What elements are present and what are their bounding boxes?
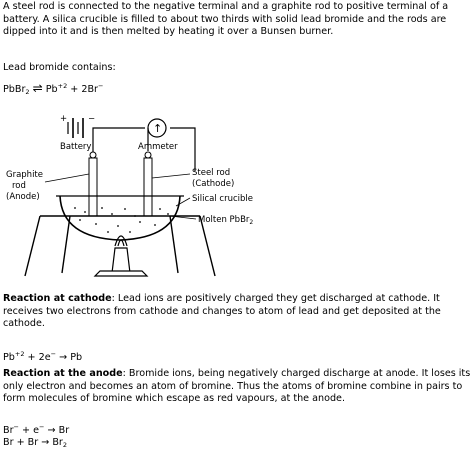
cathode-eq-e-sup: − [50, 350, 57, 358]
anode-section [3, 368, 471, 406]
eq-rhs-sup: − [98, 82, 104, 90]
anode-eq1-electron: + e [18, 425, 40, 436]
anode-terminal [90, 152, 96, 158]
eq-rhs: + 2Br [70, 84, 98, 95]
anode-eq2-sub: 2 [62, 441, 67, 449]
graphite-rod-label-1: Graphite [6, 170, 43, 180]
equilibrium-arrow-icon: ⇌ [32, 81, 43, 95]
anode-equation-2 [3, 437, 67, 451]
cathode-section [3, 293, 471, 331]
molten-label: Molten PbBr$_2$ [198, 215, 254, 226]
crucible-shape [60, 196, 180, 240]
cathode-text: : Lead ions are positively charged they get discharged at cathode. It receives two electrons from cathode and changes to atom of lead and get deposited at the cathode. [3, 293, 441, 330]
anode-text: : Bromide ions, being negatively charged discharge at anode. It loses its only electron and becomes an atom of bromine. Thus the atoms of bromine combine in pairs to form molecules of bromine which escape as red vapours, at the anode. [3, 368, 471, 405]
eq-lhs: PbBr [3, 84, 26, 95]
intro-paragraph [3, 1, 471, 39]
ammeter-label: Ammeter [138, 142, 178, 152]
steel-rod-label-2: (Cathode) [192, 179, 235, 189]
eq-lhs-sub: 2 [25, 88, 30, 96]
cathode-eq-pb-sup: +2 [14, 350, 25, 358]
anode-eq1-br: Br [3, 425, 14, 436]
steel-rod [144, 158, 152, 216]
intro-text: A steel rod is connected to the negative terminal and a graphite rod to positive terminal of a battery. A silica crucible is filled to about two thirds with solid lead bromide and the rods are dipped into it and is then melted by heating it over a Bunsen burner. [3, 1, 449, 38]
battery-plus-sign: + [60, 114, 68, 124]
battery-icon [68, 118, 83, 138]
ammeter-needle-icon: ↑ [153, 122, 163, 135]
battery-minus-sign: − [88, 114, 96, 124]
molten-lead-bromide [74, 207, 169, 233]
cathode-terminal [145, 152, 151, 158]
anode-eq2: Br + Br → Br [3, 437, 63, 448]
cathode-eq-electrons: + 2e [24, 352, 51, 363]
bunsen-burner-icon [95, 236, 147, 276]
battery-label: Battery [60, 142, 92, 152]
anode-eq1-product: → Br [44, 425, 70, 436]
anode-heading: Reaction at the anode [3, 368, 123, 379]
graphite-rod-label-3: (Anode) [6, 192, 40, 202]
equilibrium-equation [3, 80, 103, 98]
cathode-equation [3, 348, 82, 364]
eq-pb: Pb [45, 84, 58, 95]
graphite-rod [89, 158, 97, 216]
anode-eq1-e-sup: − [39, 423, 45, 431]
cathode-eq-pb: Pb [3, 352, 15, 363]
cathode-eq-product: → Pb [56, 352, 83, 363]
graphite-rod-label-2: rod [12, 181, 26, 191]
crucible-label: Silical crucible [192, 194, 254, 204]
lead-bromide-label: Lead bromide contains: [3, 62, 116, 73]
anode-equation-1 [3, 421, 69, 437]
cathode-heading: Reaction at cathode [3, 293, 112, 304]
eq-pb-sup: +2 [57, 82, 68, 90]
steel-rod-label-1: Steel rod [192, 168, 231, 178]
anode-eq1-sup: − [13, 423, 19, 431]
electrolysis-diagram [0, 108, 260, 288]
